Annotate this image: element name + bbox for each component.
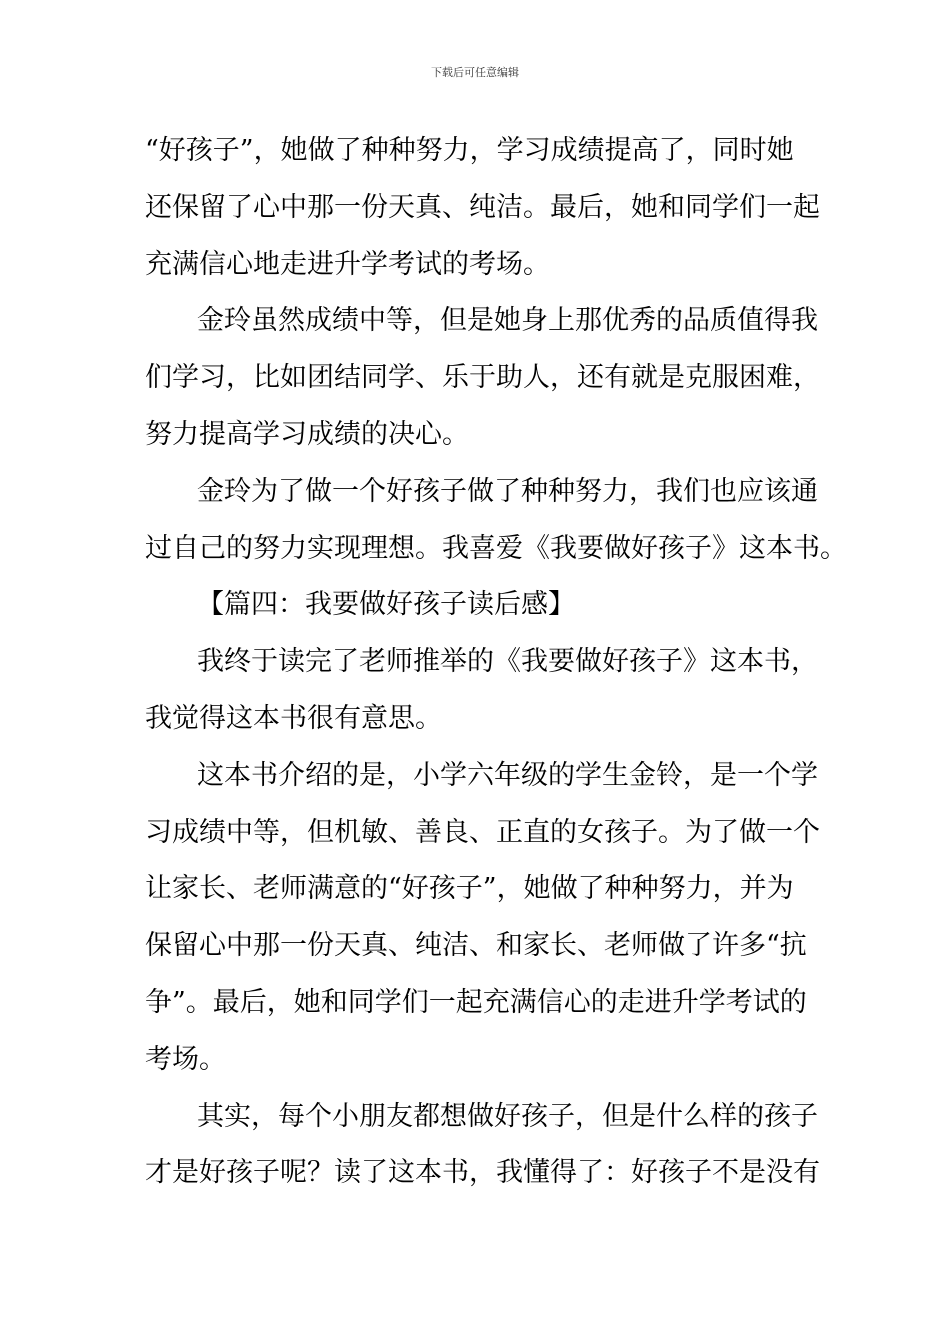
text-line: 让家长、老师满意的“好孩子”，她做了种种努力，并为 [145,873,794,905]
text-line: 我觉得这本书很有意思。 [145,702,442,734]
page-header: 下载后可任意编辑 [431,66,519,79]
text-line: 还保留了心中那一份天真、纯洁。最后，她和同学们一起 [145,191,820,223]
text-line: 考场。 [145,1043,226,1075]
text-line: 充满信心地走进升学考试的考场。 [145,248,550,280]
text-line: 努力提高学习成绩的决心。 [145,418,469,450]
text-line: 过自己的努力实现理想。我喜爱《我要做好孩子》这本书。 [145,532,847,564]
text-line: “好孩子”，她做了种种努力，学习成绩提高了，同时她 [145,135,794,166]
text-line: 们学习，比如团结同学、乐于助人，还有就是克服困难， [145,362,820,394]
paragraph-first-line: 金玲虽然成绩中等，但是她身上那优秀的品质值得我 [197,305,818,337]
text-line: 才是好孩子呢？读了这本书，我懂得了：好孩子不是没有 [145,1157,820,1189]
text-line: 习成绩中等，但机敏、善良、正直的女孩子。为了做一个 [145,816,820,848]
paragraph-first-line: 这本书介绍的是，小学六年级的学生金铃，是一个学 [197,759,818,791]
paragraph-first-line: 其实，每个小朋友都想做好孩子，但是什么样的孩子 [197,1100,818,1132]
paragraph-first-line: 金玲为了做一个好孩子做了种种努力，我们也应该通 [197,475,818,507]
paragraph-first-line: 我终于读完了老师推举的《我要做好孩子》这本书， [197,646,818,678]
text-line: 保留心中那一份天真、纯洁、和家长、老师做了许多“抗 [145,930,807,962]
text-line: 争”。最后，她和同学们一起充满信心的走进升学考试的 [145,986,807,1018]
section-heading: 【篇四：我要做好孩子读后感】 [197,589,575,621]
document-body [145,123,847,1202]
